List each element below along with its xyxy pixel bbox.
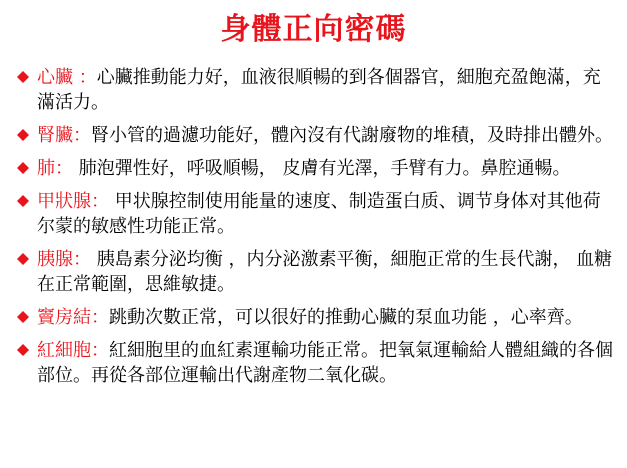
- list-item-sinoatrial-node: [17, 305, 617, 330]
- item-term: 肺：: [37, 158, 73, 179]
- organ-list: [17, 65, 617, 396]
- item-term: 腎臟：: [37, 125, 91, 146]
- item-term: 甲狀腺：: [37, 191, 109, 212]
- list-item-lung: [17, 156, 617, 181]
- item-text: 紅細胞里的血紅素運輸功能正常。把氧氣運輸給人體組織的各個部位。再從各部位運輸出代謝產物二氧化碳。: [37, 340, 613, 386]
- item-text: 腎小管的過濾功能好，體內沒有代謝廢物的堆積，及時排出體外。: [91, 125, 613, 146]
- red-diamond-icon: [17, 253, 29, 265]
- list-item-red-blood-cell: [17, 338, 617, 388]
- list-item-kidney: [17, 123, 617, 148]
- item-term: 胰腺：: [37, 249, 91, 270]
- list-item-heart: [17, 65, 617, 115]
- item-text: 跳動次數正常，可以很好的推動心臟的泵血功能 ，心率齊。: [109, 307, 583, 328]
- page-title: 身體正向密碼: [220, 12, 407, 47]
- item-text: 心臟推動能力好，血液很順暢的到各個器官，細胞充盈飽滿，充滿活力。: [37, 67, 601, 113]
- red-diamond-icon: [17, 344, 29, 356]
- list-item-pancreas: [17, 247, 617, 297]
- item-term: 竇房結：: [37, 307, 109, 328]
- item-text: 肺泡彈性好，呼吸順暢， 皮膚有光澤，手臂有力。鼻腔通暢。: [73, 158, 571, 179]
- red-diamond-icon: [17, 195, 29, 207]
- red-diamond-icon: [17, 71, 29, 83]
- item-text: 胰島素分泌均衡 ，内分泌激素平衡，細胞正常的生長代謝， 血糖在正常範圍，思維敏捷。: [37, 249, 613, 295]
- item-term: 紅細胞：: [37, 340, 109, 361]
- red-diamond-icon: [17, 311, 29, 323]
- item-term: 心臟 ：: [37, 67, 97, 88]
- list-item-thyroid: [17, 189, 617, 239]
- red-diamond-icon: [17, 129, 29, 141]
- red-diamond-icon: [17, 162, 29, 174]
- item-text: 甲状腺控制使用能量的速度、制造蛋白质、调节身体对其他荷尔蒙的敏感性功能正常。: [37, 191, 601, 237]
